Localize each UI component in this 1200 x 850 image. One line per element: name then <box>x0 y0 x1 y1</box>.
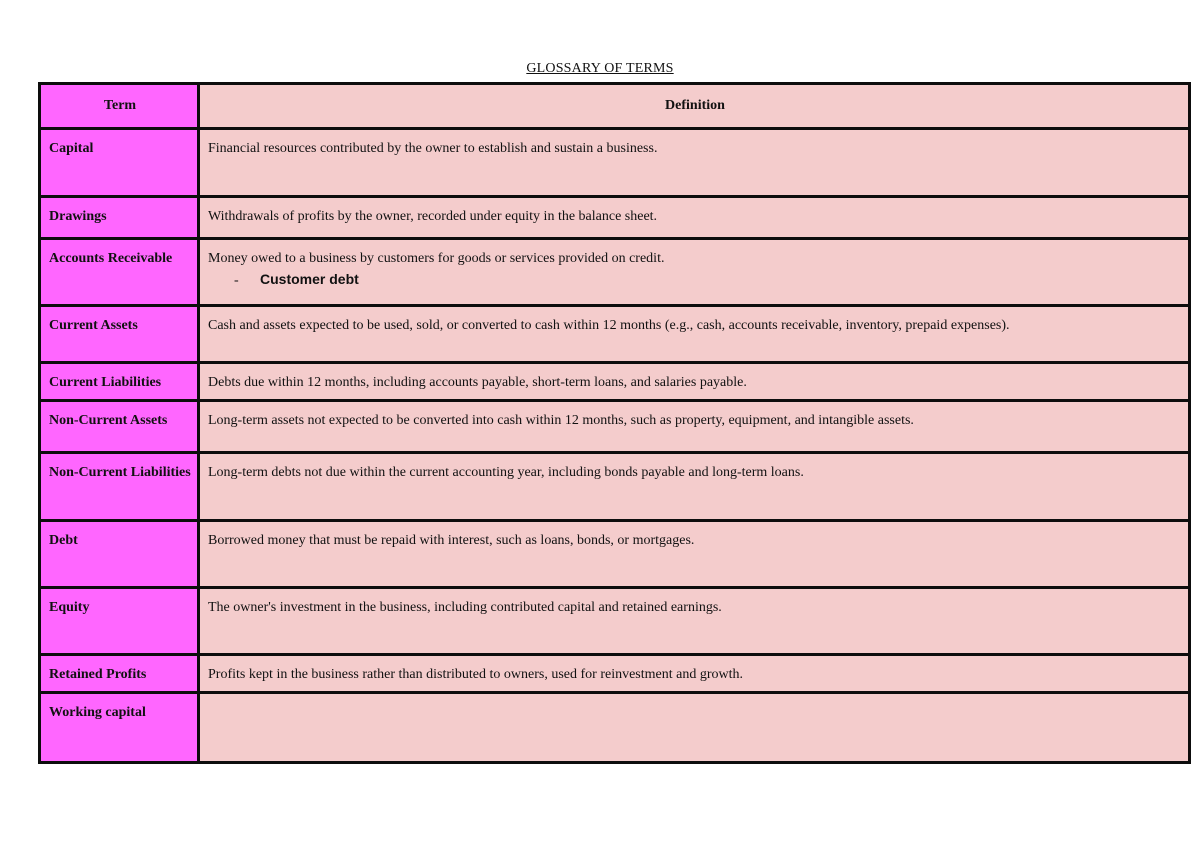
definition-cell <box>199 239 1190 306</box>
definition-text: Money owed to a business by customers for goods or services provided on credit. <box>208 251 665 266</box>
glossary-table <box>38 82 1191 764</box>
term-cell: Capital <box>40 129 199 197</box>
bullet-dash: - <box>234 273 239 288</box>
term-cell: Equity <box>40 588 199 655</box>
definition-cell <box>199 693 1190 763</box>
header-row <box>40 84 1190 129</box>
table-row <box>40 363 1190 401</box>
term-cell: Current Assets <box>40 306 199 363</box>
term-cell: Non-Current Liabilities <box>40 453 199 521</box>
term-cell: Current Liabilities <box>40 363 199 401</box>
table-row <box>40 401 1190 453</box>
table-row <box>40 655 1190 693</box>
term-cell: Working capital <box>40 693 199 763</box>
table-row <box>40 521 1190 588</box>
table-row <box>40 129 1190 197</box>
page-title: GLOSSARY OF TERMS <box>526 61 674 76</box>
term-cell: Retained Profits <box>40 655 199 693</box>
term-cell: Debt <box>40 521 199 588</box>
term-cell: Accounts Receivable <box>40 239 199 306</box>
definition-cell: The owner's investment in the business, including contributed capital and retained earnings. <box>199 588 1190 655</box>
definition-cell: Borrowed money that must be repaid with interest, such as loans, bonds, or mortgages. <box>199 521 1190 588</box>
table-row <box>40 693 1190 763</box>
table-row <box>40 197 1190 239</box>
table-row <box>40 453 1190 521</box>
bullet-text: Customer debt <box>260 271 359 287</box>
definition-cell: Withdrawals of profits by the owner, recorded under equity in the balance sheet. <box>199 197 1190 239</box>
definition-cell: Long-term debts not due within the current accounting year, including bonds payable and long-term loans. <box>199 453 1190 521</box>
bullet-item <box>208 269 1182 291</box>
term-cell: Non-Current Assets <box>40 401 199 453</box>
definition-cell: Debts due within 12 months, including accounts payable, short-term loans, and salaries payable. <box>199 363 1190 401</box>
term-header: Term <box>40 84 199 129</box>
table-row <box>40 306 1190 363</box>
definition-cell: Cash and assets expected to be used, sold, or converted to cash within 12 months (e.g., cash, accounts receivable, inventory, prepaid expenses). <box>199 306 1190 363</box>
table-row <box>40 588 1190 655</box>
definition-header: Definition <box>199 84 1190 129</box>
term-cell: Drawings <box>40 197 199 239</box>
definition-cell: Profits kept in the business rather than distributed to owners, used for reinvestment and growth. <box>199 655 1190 693</box>
definition-cell: Long-term assets not expected to be converted into cash within 12 months, such as property, equipment, and intangible assets. <box>199 401 1190 453</box>
table-row <box>40 239 1190 306</box>
definition-cell: Financial resources contributed by the owner to establish and sustain a business. <box>199 129 1190 197</box>
